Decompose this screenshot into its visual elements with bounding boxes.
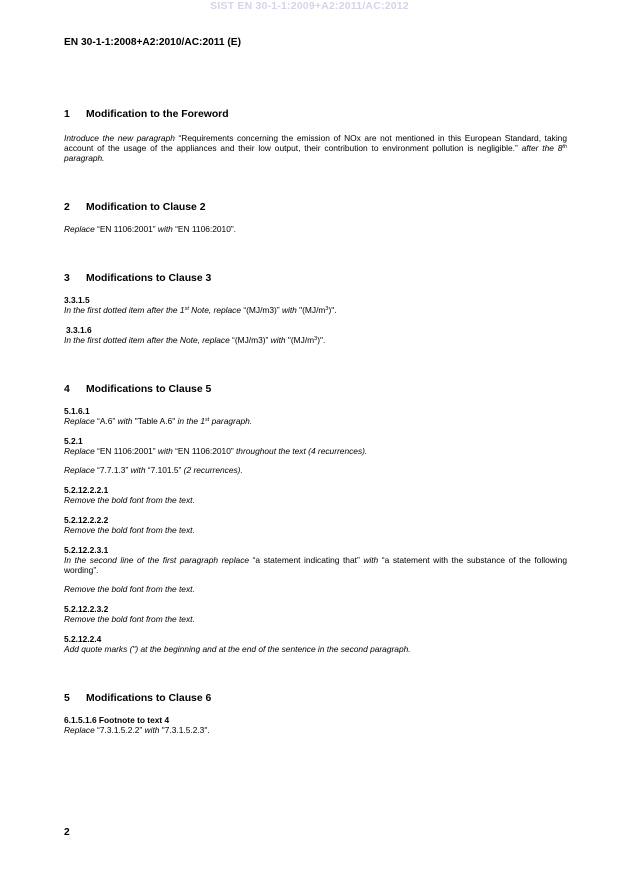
section-1-heading: 1 Modification to the Foreword: [64, 109, 229, 120]
section-2: [64, 201, 567, 234]
clause-3-3-1-6: 3.3.1.6 In the first dotted item after the Note, replace “(MJ/m3)” with "$(MJ/m^3)$".: [64, 325, 567, 345]
clause-5-1-6-1: 5.1.6.1 Replace “A.6” with "Table A.6" in the 1st paragraph.: [64, 406, 567, 426]
clause-5-2-1-continued: Replace “7.7.1.3” with “7.101.5” (2 recurrences).: [64, 465, 243, 475]
section-4-heading: 4 Modifications to Clause 5: [64, 384, 212, 395]
watermark: SIST EN 30-1-1:2009+A2:2011/AC:2012: [210, 0, 409, 12]
clause-5-2-12-2-2-2: 5.2.12.2.2.2 Remove the bold font from the text.: [64, 515, 567, 535]
clause-6-1-5-1-6: 6.1.5.1.6 Footnote to text 4 Replace “7.3.1.5.2.2” with "7.3.1.5.2.3".: [64, 715, 567, 735]
clause-5-2-1: 5.2.1 Replace “EN 1106:2001” with “EN 1106:2010” throughout the text (4 recurrences).: [64, 436, 567, 456]
clause-5-2-12-2-3-1-continued: Remove the bold font from the text.: [64, 584, 195, 594]
clause-label: 5.2.12.2.2.1: [64, 485, 109, 495]
section-5: [64, 692, 567, 735]
section-1-paragraph: Introduce the new paragraph “Requirements concerning the emission of NOx are not mentioned in this European Standard, taking account of the usage of the appliances and their low output, their contribution to environment pollution is negligible.” after the 8th paragraph.: [64, 133, 567, 163]
document-id-header: EN 30-1-1:2008+A2:2010/AC:2011 (E): [64, 37, 241, 48]
section-3-heading: 3 Modifications to Clause 3: [64, 273, 212, 284]
document-body: [64, 108, 567, 735]
clause-label: 5.2.12.2.3.2: [64, 604, 109, 614]
clause-3-3-1-5: 3.3.1.5 In the first dotted item after the 1st Note, replace “(MJ/m3)” with "$(MJ/m^3)$".: [64, 295, 567, 315]
clause-5-2-12-2-2-1: 5.2.12.2.2.1 Remove the bold font from the text.: [64, 485, 567, 505]
section-4: [64, 383, 567, 654]
clause-label: 5.2.12.2.4: [64, 634, 102, 644]
clause-label: 5.2.12.2.2.2: [64, 515, 109, 525]
section-1: [64, 108, 567, 163]
page-number: 2: [64, 827, 70, 838]
section-3: [64, 272, 567, 345]
clause-label: 3.3.1.6: [66, 325, 92, 335]
clause-label: 5.2.1: [64, 436, 83, 446]
clause-label: 3.3.1.5: [64, 295, 90, 305]
clause-label: 6.1.5.1.6 Footnote to text 4: [64, 715, 170, 725]
clause-5-2-12-2-3-1: 5.2.12.2.3.1 In the second line of the first paragraph replace “a statement indicating that” with “a statement with the substance of the following wording”.: [64, 545, 567, 575]
section-2-heading: 2 Modification to Clause 2: [64, 202, 206, 213]
clause-5-2-12-2-3-2: 5.2.12.2.3.2 Remove the bold font from the text.: [64, 604, 567, 624]
section-5-heading: 5 Modifications to Clause 6: [64, 693, 212, 704]
section-2-paragraph: Replace “EN 1106:2001” with “EN 1106:2010”.: [64, 224, 236, 234]
clause-5-2-12-2-4: 5.2.12.2.4 Add quote marks (") at the beginning and at the end of the sentence in the second paragraph.: [64, 634, 567, 654]
clause-label: 5.2.12.2.3.1: [64, 545, 109, 555]
clause-label: 5.1.6.1: [64, 406, 90, 416]
